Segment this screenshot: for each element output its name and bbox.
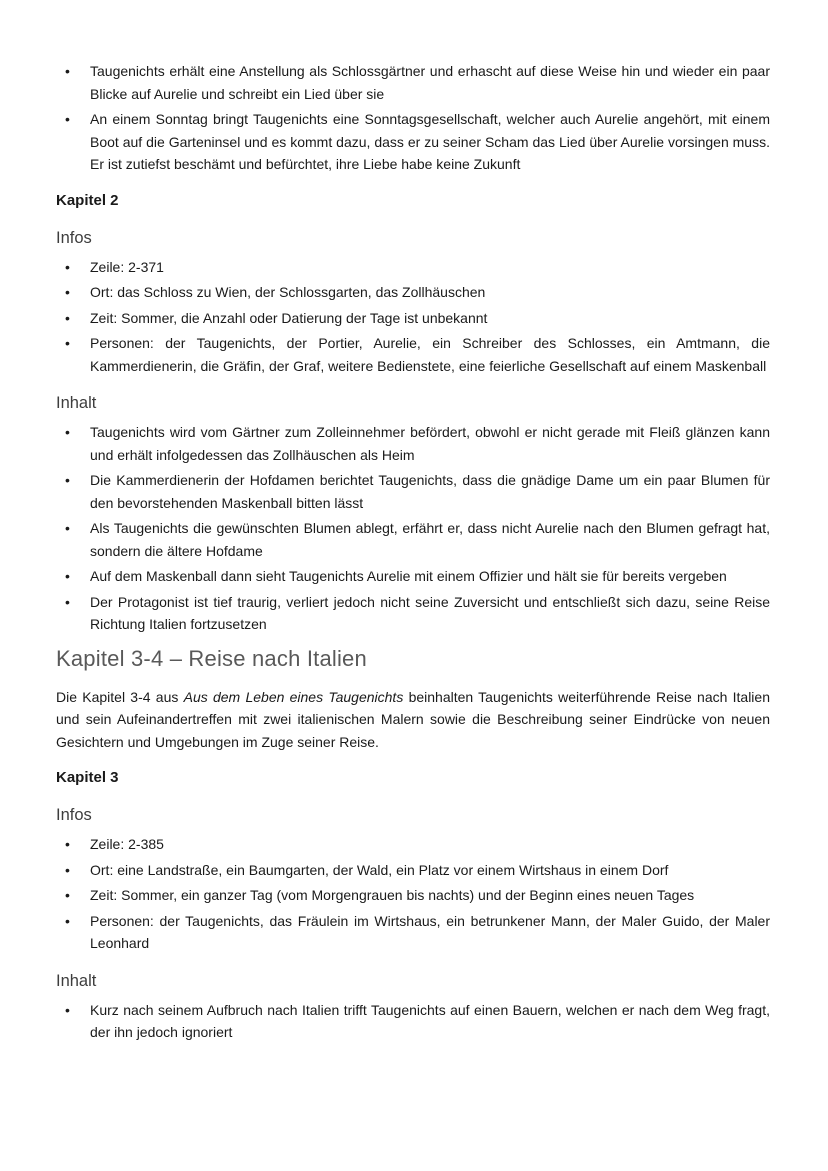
list-item: • Der Protagonist ist tief traurig, verliert jedoch nicht seine Zuversicht und entschließt sich dazu, seine Reise Richtung Italien fortzusetzen xyxy=(90,591,770,636)
chapter1-end-list xyxy=(56,60,770,176)
kapitel-2-heading: Kapitel 2 xyxy=(56,191,119,209)
intro-text-prefix: Die Kapitel 3-4 aus xyxy=(56,688,184,705)
kapitel-2-infos-heading: Infos xyxy=(56,228,92,247)
kapitel-3-inhalt-list xyxy=(56,999,770,1044)
kapitel-3-4-heading: Kapitel 3-4 – Reise nach Italien xyxy=(56,645,367,671)
list-item: • Personen: der Taugenichts, das Fräulein im Wirtshaus, ein betrunkener Mann, der Maler Guido, der Maler Leonhard xyxy=(90,910,770,955)
list-item: • Personen: der Taugenichts, der Portier, Aurelie, ein Schreiber des Schlosses, ein Amtmann, die Kammerdienerin, die Gräfin, der Graf, weitere Bedienstete, eine feierliche Gesellschaft auf einem Maskenball xyxy=(90,332,770,377)
list-item: • Taugenichts wird vom Gärtner zum Zolleinnehmer befördert, obwohl er nicht gerade mit Fleiß glänzen kann und erhält infolgedessen das Zollhäuschen als Heim xyxy=(90,421,770,466)
list-item: • Zeit: Sommer, die Anzahl oder Datierung der Tage ist unbekannt xyxy=(90,307,770,330)
kapitel-3-infos-list xyxy=(56,833,770,955)
list-item: • Auf dem Maskenball dann sieht Taugenichts Aurelie mit einem Offizier und hält sie für bereits vergeben xyxy=(90,565,770,588)
list-item: • Ort: das Schloss zu Wien, der Schlossgarten, das Zollhäuschen xyxy=(90,281,770,304)
list-item: • Zeile: 2-371 xyxy=(90,256,770,279)
kapitel-2-inhalt-heading: Inhalt xyxy=(56,394,97,412)
book-title-italic: Aus dem Leben eines Taugenichts xyxy=(183,688,404,705)
list-item: • Zeit: Sommer, ein ganzer Tag (vom Morgengrauen bis nachts) und der Beginn eines neuen Tages xyxy=(90,884,770,907)
intro-text-suffix: beinhalten Taugenichts weiterführende Reise nach Italien und sein Aufeinandertreffen mit zwei italienischen Malern sowie die Beschreibung seiner Eindrücke von neuen Gesichtern und Umgebungen im Zuge seiner Reise. xyxy=(56,688,770,750)
kapitel-3-heading: Kapitel 3 xyxy=(56,769,119,786)
list-item: • Ort: eine Landstraße, ein Baumgarten, der Wald, ein Platz vor einem Wirtshaus in einem Dorf xyxy=(90,859,770,882)
list-item: • Die Kammerdienerin der Hofdamen berichtet Taugenichts, dass die gnädige Dame um ein paar Blumen für den bevorstehenden Maskenball bitten lässt xyxy=(90,469,770,514)
kapitel-3-4-intro-paragraph xyxy=(56,686,770,754)
kapitel-2-inhalt-list xyxy=(56,421,770,636)
list-item: • An einem Sonntag bringt Taugenichts eine Sonntagsgesellschaft, welcher auch Aurelie angehört, mit einem Boot auf die Garteninsel und es kommt dazu, dass er zu seiner Scham das Lied über Aurelie vorsingen muss. Er ist zutiefst beschämt und befürchtet, ihre Liebe habe keine Zukunft xyxy=(90,108,770,176)
kapitel-3-inhalt-heading: Inhalt xyxy=(56,971,97,990)
list-item: • Kurz nach seinem Aufbruch nach Italien trifft Taugenichts auf einen Bauern, welchen er nach dem Weg fragt, der ihn jedoch ignoriert xyxy=(90,999,770,1044)
list-item: • Taugenichts erhält eine Anstellung als Schlossgärtner und erhascht auf diese Weise hin und wieder ein paar Blicke auf Aurelie und schreibt ein Lied über sie xyxy=(90,60,770,105)
kapitel-3-infos-heading: Infos xyxy=(56,806,92,824)
kapitel-2-infos-list xyxy=(56,256,770,378)
list-item: • Als Taugenichts die gewünschten Blumen ablegt, erfährt er, dass nicht Aurelie nach den Blumen gefragt hat, sondern die ältere Hofdame xyxy=(90,517,770,562)
list-item: • Zeile: 2-385 xyxy=(90,833,770,856)
